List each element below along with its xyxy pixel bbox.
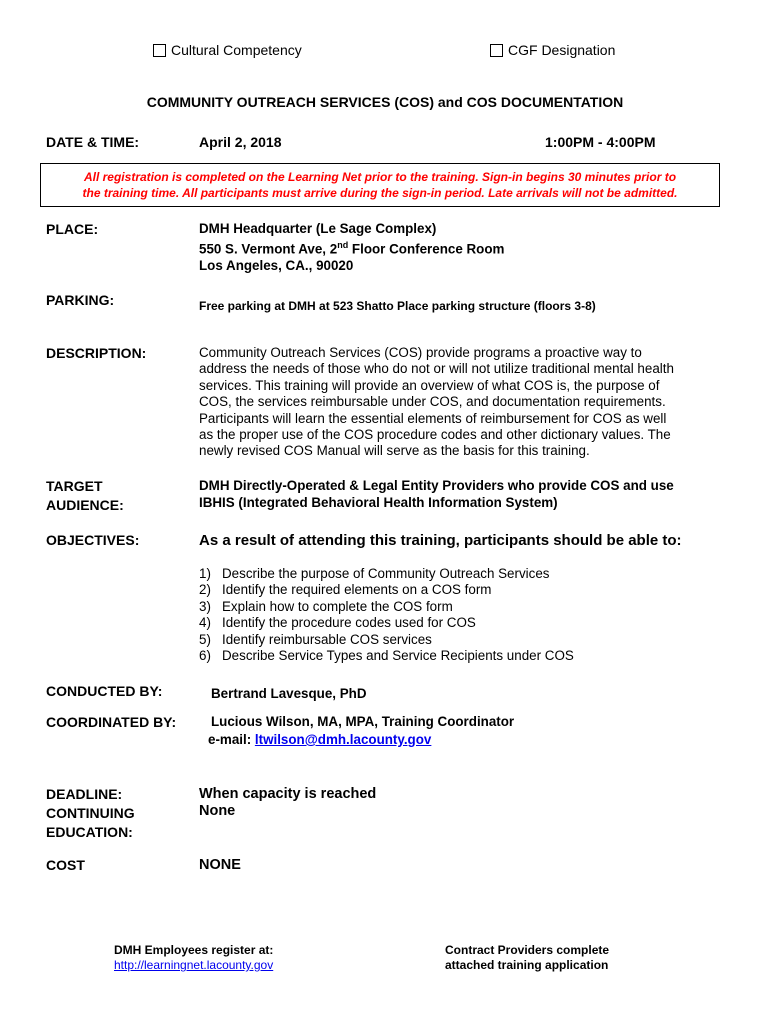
place-line-2 bbox=[199, 237, 504, 257]
list-item bbox=[199, 599, 574, 615]
place-ordinal: nd bbox=[337, 240, 349, 250]
list-item bbox=[199, 582, 574, 598]
place-label: PLACE: bbox=[46, 221, 99, 237]
place-address: 550 S. Vermont Ave, 2 bbox=[199, 241, 338, 257]
objective-text: Identify the procedure codes used for COS bbox=[222, 615, 476, 631]
deadline-value bbox=[199, 786, 376, 820]
continuing-education-value: None bbox=[199, 803, 236, 819]
target-audience-value bbox=[199, 477, 674, 511]
objective-text: Explain how to complete the COS form bbox=[222, 598, 453, 614]
cost-value: NONE bbox=[199, 857, 241, 873]
target-line-2: IBHIS (Integrated Behavioral Health Information System) bbox=[199, 495, 558, 510]
dmh-register-text: DMH Employees register at: bbox=[114, 943, 274, 957]
notice-line-1: All registration is completed on the Learning Net prior to the training. Sign-in begins 30 minutes prior to bbox=[83, 170, 677, 184]
objectives-heading: As a result of attending this training, participants should be able to: bbox=[199, 532, 682, 549]
education-label-line: EDUCATION: bbox=[46, 824, 133, 840]
objective-number: 4) bbox=[199, 615, 211, 631]
objective-text: Describe Service Types and Service Recipients under COS bbox=[222, 648, 574, 664]
description-line: COS, the services reimbursable under COS, and documentation requirements. bbox=[199, 394, 666, 410]
description-line: newly revised COS Manual will serve as the basis for this training. bbox=[199, 443, 590, 459]
description-line: address the needs of those who do not or will not utilize traditional mental health bbox=[199, 361, 674, 377]
cultural-competency-label: Cultural Competency bbox=[171, 42, 302, 58]
place-room: Floor Conference Room bbox=[348, 241, 505, 257]
objective-number: 2) bbox=[199, 582, 211, 598]
cgf-designation-label: CGF Designation bbox=[508, 42, 616, 58]
cgf-designation-checkbox[interactable] bbox=[490, 44, 503, 57]
list-item bbox=[199, 615, 574, 631]
time-value: 1:00PM - 4:00PM bbox=[545, 134, 656, 150]
registration-notice bbox=[40, 163, 720, 207]
date-value: April 2, 2018 bbox=[199, 134, 282, 150]
place-value bbox=[199, 220, 504, 274]
cultural-competency-checkbox[interactable] bbox=[153, 44, 166, 57]
document-title: COMMUNITY OUTREACH SERVICES (COS) and COS DOCUMENTATION bbox=[146, 94, 624, 110]
objective-number: 3) bbox=[199, 598, 211, 614]
list-item bbox=[199, 648, 574, 664]
description-line: as the proper use of the COS procedure codes and other dictionary values. The bbox=[199, 427, 671, 443]
description-line: services. This training will provide an overview of what COS is, the purpose of bbox=[199, 377, 660, 393]
conducted-by-value: Bertrand Lavesque, PhD bbox=[211, 686, 367, 701]
place-line-3: Los Angeles, CA., 90020 bbox=[199, 258, 354, 274]
continuing-label-line: CONTINUING bbox=[46, 805, 135, 821]
list-item bbox=[199, 632, 574, 648]
target-label-line-2: AUDIENCE: bbox=[46, 497, 124, 513]
objectives-label: OBJECTIVES: bbox=[46, 532, 140, 548]
parking-label: PARKING: bbox=[46, 292, 115, 308]
place-line-1: DMH Headquarter (Le Sage Complex) bbox=[199, 221, 437, 236]
coordinator-email-link[interactable]: ltwilson@dmh.lacounty.gov bbox=[254, 732, 432, 747]
notice-line-2: the training time. All participants must arrive during the sign-in period. Late arrivals will not be admitted. bbox=[82, 186, 678, 200]
coordinated-by-value: Lucious Wilson, MA, MPA, Training Coordinator bbox=[211, 714, 515, 729]
objective-number: 1) bbox=[199, 566, 211, 581]
coordinator-email-row bbox=[208, 731, 431, 748]
cost-label: COST bbox=[46, 857, 85, 873]
objective-number: 6) bbox=[199, 648, 211, 664]
objective-text: Describe the purpose of Community Outreach Services bbox=[222, 566, 550, 581]
date-time-label: DATE & TIME: bbox=[46, 134, 140, 150]
coordinated-by-label: COORDINATED BY: bbox=[46, 714, 177, 730]
deadline-label bbox=[46, 785, 135, 842]
target-audience-label bbox=[46, 477, 124, 515]
contract-providers-block bbox=[445, 943, 609, 973]
description-label: DESCRIPTION: bbox=[46, 345, 147, 361]
objective-text: Identify reimbursable COS services bbox=[222, 631, 432, 647]
objective-text: Identify the required elements on a COS form bbox=[222, 582, 492, 598]
conducted-by-label: CONDUCTED BY: bbox=[46, 683, 163, 699]
description-line: Participants will learn the essential elements of reimbursement for COS as well bbox=[199, 410, 667, 426]
description-text bbox=[199, 345, 704, 460]
cgf-designation-checkbox-row[interactable] bbox=[490, 40, 615, 60]
deadline-label-line: DEADLINE: bbox=[46, 786, 123, 802]
objectives-list bbox=[199, 566, 574, 664]
objective-number: 5) bbox=[199, 631, 211, 647]
target-line-1: DMH Directly-Operated & Legal Entity Providers who provide COS and use bbox=[199, 478, 674, 493]
target-label-line-1: TARGET bbox=[46, 478, 103, 494]
dmh-registration-block bbox=[114, 943, 273, 973]
contract-providers-line-2: attached training application bbox=[445, 958, 609, 972]
parking-value: Free parking at DMH at 523 Shatto Place parking structure (floors 3-8) bbox=[199, 299, 596, 313]
contract-providers-line-1: Contract Providers complete bbox=[445, 943, 610, 957]
description-line: Community Outreach Services (COS) provide programs a proactive way to bbox=[199, 345, 642, 360]
list-item bbox=[199, 566, 574, 582]
cultural-competency-checkbox-row[interactable] bbox=[153, 40, 302, 60]
learningnet-link[interactable]: http://learningnet.lacounty.gov bbox=[114, 958, 274, 972]
email-label: e-mail: bbox=[208, 732, 255, 747]
deadline-value-line: When capacity is reached bbox=[199, 786, 377, 802]
